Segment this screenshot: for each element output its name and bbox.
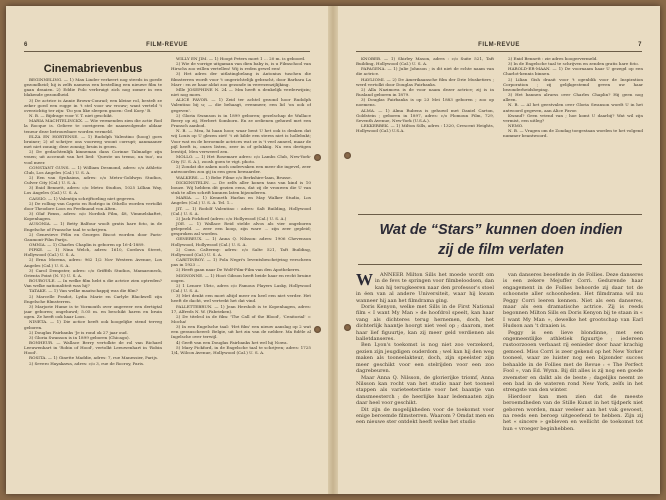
paragraph: 3) Het adres der uitlatingbelang is Antonius tuschen die filmsterren wordt voor 't ongerichtelijk gebracht, door Barbara La Marr : en ze haar aldat zoo gezonde in verrezenzijlijking. bbox=[171, 71, 311, 87]
paragraph: 3) Olaf Fønss, adres: n/o Nordisk Film, 48, Vimmelskaftet, Kopenhagen. bbox=[24, 211, 162, 222]
paragraph: MOLLO. — 1) Het Rosemare adres: c/o Lambs Club, New-York-City (U. S. A.), zoosh goen te vigt. photo. bbox=[171, 153, 311, 165]
paragraph: NEMO. bbox=[508, 123, 524, 129]
title-rule-top bbox=[358, 214, 642, 215]
paragraph: 2) Een van Synhaims, adres: c/o Metro-Goldwyn Studios, Culver City (Cal.) U. S. A. bbox=[24, 174, 162, 186]
article-title-line-2: zij de film verlaten bbox=[438, 242, 564, 258]
paragraph: 5) Mary Pickford, in de Engelsche taal te schrijven; adres: 1725 1/4, Wilcox Avenue, Hollywood (Cal.) U. S. A. bbox=[171, 344, 311, 355]
paragraph: ANNEER Milton Sills het moede wordt om in de fevs te springen voor filmbeloodsen, dan kan hij terugkeeren naar den professor's stoel in éen van al andere Universiteit, waar hij kwam wanneer hij aan het filmdrama ging. bbox=[356, 272, 494, 304]
paragraph: 2) Enid Bennett : zie adres hoogervermeld. bbox=[508, 56, 598, 61]
paragraph: 2) 1 Lenore Ulric, adres c/o Famous Players Lasky, Hollywood (Cal.) U. S. A. bbox=[171, 282, 311, 294]
title-rule-bottom bbox=[358, 264, 642, 265]
paragraph: Hierdoor kan men zien dat de meeste beroemdheden van de Stille Kunst in het tijdperk niet geboren worden, maar veeleer aan het vak gewoest, na reeds een beroep uitgeoefend te hebben. Zijn zij het « sincere » gebleven en wellicht de toekomst tot hun « vroeger beginhebben. bbox=[503, 393, 643, 432]
paragraph: Kwand? Geen vriend van ; hoe komt U daarbij? Wat wil zijn vermist, een uitleg? bbox=[503, 112, 643, 123]
paragraph: 2) De titelrol in de film: 'The Call of the Blood', 'Cenitorial' = Mocha! bbox=[171, 313, 311, 324]
article-column-1-text bbox=[356, 272, 494, 426]
letters-column-2 bbox=[171, 56, 311, 461]
paragraph: 2) Genevieve Félix en Georges Biscot worden door Paris-Gaumont-Film Parijs. bbox=[24, 231, 162, 242]
paragraph: AUSONIA. — 1) Betty Balfour woolt gratis hare foto, in de Engelsche of Fransche taal te schrijven. bbox=[24, 221, 162, 232]
paragraph: NINETA. — 1) Die actice heeft ook hoogelijke stend terveg geboren. bbox=[24, 319, 162, 330]
binding-hole bbox=[344, 152, 351, 159]
page-header bbox=[24, 42, 310, 52]
page-number: 7 bbox=[638, 42, 642, 48]
paragraph: BEGINNELING. — 1) Max Linder verkeert nog steeds in goede gezondheid; hij is zelfs namens een bestelling een nieuwe film te gaan draaien. 2) Eddie Polo verbruigt zich nog zomer in een blakende gezondheid. bbox=[24, 77, 162, 98]
paragraph: 4) Geeft van een Douglas Fairbanks het wel hij Nowa. bbox=[176, 339, 288, 345]
paragraph: WALKERS. — 1) Bebe Filme c/o Berkshire-laan, Brusse. bbox=[176, 174, 292, 180]
paragraph: N. B. — Al het geestvalen over Gloria Swanson wordt U in het antwoord gegeven, aan Alice Favor. bbox=[503, 102, 643, 113]
article-column-2 bbox=[503, 272, 643, 468]
paragraph: OMNIA. — 1) Charles Chaplin is geboren op 16-4-1889. bbox=[29, 242, 145, 247]
spine-gutter bbox=[328, 6, 338, 494]
paragraph: 2) Cons. Caltermy: adres: c/o Salte 521, Taft Building, Hollywood (Cal.) U. S. A. bbox=[171, 246, 311, 257]
paragraph: BOUBOULE. — In welke film hebt u die actrice zien optreden? Van welke nationaliteit was hij? bbox=[24, 278, 162, 289]
paragraph: HAROLD-ER-MAAN. — 1) De voornaam haar U gezegd op een Charlot-kennis binnen. bbox=[503, 66, 643, 77]
paragraph: GENEREUX. — 1) Anna Q. Nilsson: adres: 1906 Chevenson Hollywood, Hollywood (Cal.) U. S. A. bbox=[171, 236, 311, 247]
paragraph: Ben Lyon's toekomst is nog niet zoo verzekerd, gezien zijn jeugdigen ouderdom ; wel kan hij den weg maken als tooneelakteur, doch, zijn speelster zijn meer geschikt voor een stelrijden voor een zoo dagrebeuren. bbox=[356, 342, 494, 375]
page-header bbox=[356, 42, 642, 52]
article-column-1 bbox=[356, 272, 494, 468]
letters-column-2 bbox=[503, 56, 643, 201]
paragraph: 2) De gedachtenlijk kinneman dans Corinne Talmadge zijn vraen; uit accenuit van het lied: 'Queste un tremo, un tuo', nu vool meer. bbox=[24, 149, 162, 165]
paragraph: BONHEUR. — Wallace Berry vertolkte de rol van Richard Leeuwenhart in 'Robin of Hood', vertolkt Leeuwenhart in 'Robin Hood'. bbox=[24, 339, 162, 356]
article-title-line-1: Wat de “Stars” kunnen doen indien bbox=[379, 222, 623, 238]
paragraph: 3) In een Engelsche taal: 'Het film' een nieuw aanslag op 2 wat een gerauscheerd: Belgie, uit het zin van de nebber. Ma fidèle al Ingelsche over terwijl. bbox=[171, 324, 311, 340]
paragraph: TATAKE. — 1) Van welke maatschappij was die film? bbox=[29, 288, 138, 294]
paragraph: CASSIO. — 1) Valentijn schrijftoeling niet gegeven. bbox=[29, 195, 136, 201]
paragraph: Doris Kenyon, welke met Sills in de First National film « I want My Man » de hoofdrol speelt, kan haar vang als dichteres terug hernemen, doch, het dichterlijk haantje hoorgt niet veel op ; daarom, met haar lief figuurtje, kan zij meer geld verdienen als balletdanseres. bbox=[356, 304, 494, 343]
article-title bbox=[368, 220, 634, 260]
page-number: 6 bbox=[24, 42, 28, 48]
paragraph: 3) Het bannen alrurss over Charles Chaplin? Hij geen nog alleen. bbox=[503, 92, 643, 103]
binding-hole bbox=[314, 326, 321, 333]
right-page bbox=[338, 6, 660, 494]
paragraph: PIPKE. — 1) Nina Welch, adres: 1610, Cordova Street, Hollywood (Cal.) U. S. A. bbox=[24, 247, 162, 258]
paragraph: 3) Douglas Fairbanks is op 23 Mei 1883 geboren ; zoo op noemens. bbox=[356, 97, 494, 108]
paragraph: 3) Met denkt een moet altijd meer en heel een niet verder. Het heeft de dacht, wel vertrekt het dat vind. bbox=[171, 293, 311, 304]
binding-hole bbox=[314, 154, 321, 161]
magazine-name: FILM-REVUE bbox=[146, 42, 188, 48]
paragraph: JIT. — 1) Rodolf Valentino : adres: Salt Building, Hollywood (Cal.) U. S. A. bbox=[171, 205, 311, 216]
letters-column-1 bbox=[24, 77, 162, 461]
paragraph: ALICE FAVOR. — 1) Zeid ter achtel gezond hoor Rudolph Valentino bij u; — die behaagt, evenmeer, een lid 'on ook of gegeven'. bbox=[171, 97, 311, 113]
paragraph: PAPAGENA. — 1) Julie Johnson ; is dit niet de echte naam van die actrice. bbox=[356, 66, 494, 77]
paragraph: MARIA. — 1) Kenneth Harlan en May Walker Studio, Los Angeles (Cal.) U. S. A. Tel. 1... bbox=[171, 195, 311, 206]
paragraph: 2) Zoudat die zaken noch ondervaken een meer die ingevel, zeer antwoorden zou gij in een geen bewaarder. bbox=[171, 164, 311, 175]
paragraph: ELZA EN HORTENSE. — 1) Rudolph Valentino (hoog) goes bruiner; 2) of schrijve ons voorweg woont corrupt; aanmaaner met niet zonnig; deze zonnig; bruin is groen. bbox=[24, 133, 162, 150]
paragraph: 2) Alla Nazimova is de voor naam dezer actrice; zij is in Rusland geboren in 1879. bbox=[356, 86, 494, 98]
magazine-spread bbox=[6, 6, 660, 494]
paragraph: PALLETTEBRUN. — 1) Jean Hersholt is te Kopenhagen, adres: 17, Alfreds N. W. (Fabrieken). bbox=[171, 303, 311, 314]
paragraph: JOE. — 1) Wallace Reid stelde alvos als vier ongeboren gelepeeld. — zeer een koop, zijn ware ... zijn zeer gepleid; gesproken zal worden. bbox=[171, 221, 311, 237]
paragraph: 2) Lilian Gish draait voor 't ogenblik voor de Inspiration Corporation ; zij gelijkgestemd geven uw haar bezonderheidsbeping. bbox=[503, 76, 643, 92]
paragraph: MARIA MACHTELINCKX. — Wie vermenden zien die actie Rod la Rocque is. Gelieve te corrigeren de naamvolgende aldaar teneur deze betrouwbare worden vermeld. bbox=[24, 118, 162, 134]
paragraph: van danseres beoefende in de Follies. Deze danseres is een zekere Mejuffer Corri. Gedurende haar engagement in de Follies behoorde zij daar tot de schoonste aller schoonheden. Het filmdrama wil nu Peggy Corri leeren kennen. Niet als een danseres, maar als een dramatische actrice. Zij is reeds begonnen Milton Sills en Doris Kenyon bij te staan in « I want My Man », dewelke het grootschap van Earl Hudson aan 't draaien is. bbox=[503, 272, 643, 330]
paragraph: WILLY EN JIM. — 1) Hoopt Peters moet 1 ... 20 m. is geboord. bbox=[176, 56, 306, 61]
paragraph: ROSITA. — 1) Ginette Maddie, adres: 7, rue Manessier, Parijs. bbox=[29, 355, 159, 361]
paragraph: Maar Anna Q. Nilsson, de glorierijke triomf, Anna Nilsson kan rocht van het studio naar het tooneel stappen als varieteetertiste voor het baantje van dansmeesterch ; de heerlijke haar ledemaaten zijn daar heel voor geschikt. bbox=[356, 374, 494, 407]
paragraph: 2) Erna Morena, adres: 962 1/2 Nov Western Avenue, Los Angeles (Cal.) U. S. A. bbox=[24, 257, 162, 268]
paragraph: 3) In de Engelsche taal te schrijven en zenden gratis hare foto. bbox=[508, 61, 639, 67]
paragraph: 2) Wie de vorrige uitgaman van dien baby is, is u Filmschool van Hirschs zoo willen vertellen! Wij is reden gewel een! bbox=[171, 61, 311, 72]
paragraph: 3) Marjorie Hume is te Vormouth over ongeveer een dertigtal jaar geboren; ongehuwd; 5.05 m. en beschikt haren en bruin ogen. Ze heeft ook haar Loos. bbox=[24, 303, 162, 320]
left-page bbox=[6, 6, 328, 494]
paragraph: DICKINSTELIN. — De zelfs aller konen tans van kind is 10 bouze. Wij hebben dit gezien eens, dat zij de vrouwen die U van stuk te alles schrift kunnen laten bijzonderen. bbox=[171, 179, 311, 196]
paragraph: 3) Carol Dempster, adres: c/o Griffith Studios, Mamaroneck, Orienta Point (N. Y.) U. S. A. bbox=[24, 267, 162, 278]
paragraph: CONSTANT GUNS. — 1) William Desmond, adres: c/o Athletic Club, Los Angeles (Cal.) U. S. A. bbox=[24, 164, 162, 175]
binding-hole bbox=[344, 324, 351, 331]
paragraph: 3) De actrice is Annie Brown-Conrad; een kleine rol, bestelt ze zeker goed een rogge in 't stel voor uw vrouw; want verteld 't overzichtig ter zijn: 'Do you like sleepen gnoen: Ged Koey.' B. bbox=[24, 97, 162, 113]
letters-column-1 bbox=[356, 56, 494, 201]
paragraph: 2) Heeft gaan naar De Wolf-Film-Film van den Apothekeres. bbox=[176, 267, 301, 273]
paragraph: MIGNONNE. — 1) Hoot Gibson heeft beide haar en recht bruine oogen. bbox=[171, 272, 311, 283]
paragraph: 2) Jack Pickford (adres: c/o Hollywood (Cal.) U. S. A.) bbox=[176, 215, 287, 221]
paragraph: Mlle JOSEPHINE N. 24 — Mm heeft u denkelijk verderwijzin; niet nog moes. bbox=[171, 86, 311, 98]
paragraph: 2) Marcelle Pradot, Lydia Marie en Carlyle Blackwell zijn Engelsche filmsterren. bbox=[24, 293, 162, 304]
paragraph: 2) Severo Hayakawa, adres: c/o 3, rue de Rocroy, Paris. bbox=[29, 360, 145, 366]
paragraph: N. B. — Bijdrage voor V. T. niet geschikt. bbox=[29, 113, 114, 119]
paragraph: N. B. — Vragen om de Zondag toegestaan worden te het volgend nummer beantwoord. bbox=[503, 128, 643, 139]
paragraph: Dit zijn de mogelijkheden voor de toekomst voor enige beroemde filmsterren. Waarom ? Omdat men en een nieuwe ster ontdekt heeft welke het studio bbox=[356, 406, 494, 426]
paragraph: 2) De rolling van Caprio en Rodrigo in Othello worden vertolkt door Theodore Loos en Ferdinand von Alten. bbox=[24, 200, 162, 211]
paragraph: 3) Gloria Swanson is in 1899 geboren (Chicago). bbox=[29, 334, 130, 340]
paragraph: 2) Gloria Swanson is in 1899 geboren; gezelschap de Wallace Beery op zij, Herbert Somborn. En ze ordienen gehuwd met een Fransch aanbod. bbox=[171, 112, 311, 129]
paragraph: Peggy is een lieve blondinne, met een ongemeentlijke athletiek figuurtje ; iedereen rustoorzooen verbaast rij eenieder door haar krachig gemoed. Miss Corri is zeer gekend op het New Yorker tooneel, waar ze luister nog een bijzonder succes behaalde in de Follies met de Revue : « The Perfect Fool », van Ed. Wynn. Bij dit alles is zij nog een goede zwemster en dalkt als de beste ; dagelijks neemt ze een bad in de wateren rond New York, zelfs in het strengste van den winter. bbox=[503, 329, 643, 394]
paragraph: 3) Enid Bennett, adres: c/o Metro Studios, 1025 Lillian Way, Los Angeles (Cal.) U. S. A. bbox=[24, 185, 162, 196]
paragraph: KNOBEB. — 1) Shirley Mason, adres : c/o Suite 521, Taft Building, Hollywood (Cal.) U. S. A. bbox=[356, 56, 494, 67]
drop-cap: W bbox=[356, 272, 373, 289]
section-title: Cinemabrievenbus bbox=[43, 63, 143, 75]
paragraph: CARITINBOY. — 1) Pola Negri's leventsbeschrijving verscheen pas in 1923 ... bbox=[171, 257, 311, 268]
magazine-name: FILM-REVUE bbox=[478, 42, 520, 48]
paragraph: ALMA. — 1) Alma Rubens is gehuwd met Daniel Carton, Goldstein ; geboren in 1897, adres: c/o Plomoun Film, 729, Seventh Avenue, New-York (U.S.A.). bbox=[356, 107, 494, 123]
paragraph: N. B. — Mea, hi haan hoor, waar bent U het ook is denken dat wij Louis op U glezen ziet! 't zit kilde een sterra niet is hollebukt; Voor wat en de beroemde actrices wat ze is 't veel anneel, maar de pijl heeft is, onzes listen, zeer in of gelukkig. Na een dertigen leestijd, Men verweerd zen. bbox=[171, 128, 311, 154]
paragraph: 2) Douglas Fairbanks 'Je is rond ok 27 jaar oud. bbox=[29, 329, 128, 335]
paragraph: HAVLIOMI. — 2) De Amerikaansche film der Drie Musketiers ; werd vertolkt door Douglas Fairbanks. bbox=[356, 76, 494, 87]
paragraph: LEKKERBEK. — 1) Milton Sills, adres : 1320, Crescent Heights, Hollywood (Cal.) U.S.A. bbox=[356, 123, 494, 134]
